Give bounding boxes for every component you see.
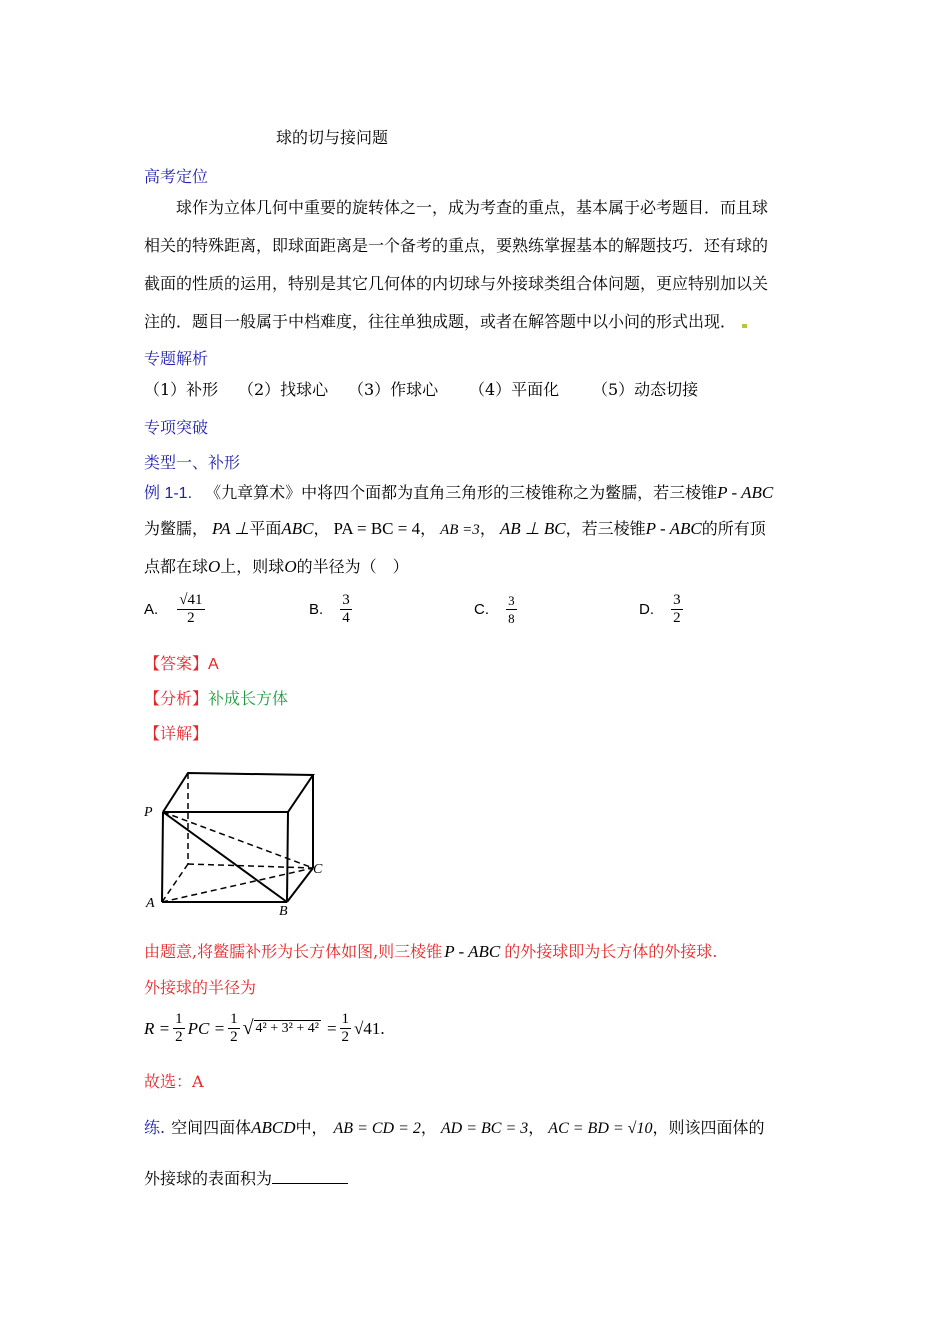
option-a-letter: A. [144,601,159,618]
practice-cond-3: AC = BD = √10 [548,1120,653,1137]
label-p: P [144,805,153,820]
intro-line-4-text: 注的．题目一般属于中档难度，往往单独成题，或者在解答题中以小问的形式出现． [144,312,737,331]
cuboid-solid-edges [162,773,313,902]
formula-half-3-den: 2 [341,1029,350,1045]
cuboid-figure [140,765,340,920]
small-mark-icon [742,324,747,328]
practice-sep-2: ， [528,1118,545,1137]
option-b-letter: B. [309,601,324,618]
example-text-2a: 为鳖臑， [144,519,209,538]
example-pabc: P - ABC [717,483,774,502]
example-o: O [208,557,221,576]
formula-half-2-num: 1 [230,1011,238,1027]
formula-pc-eq: PC = [187,1018,226,1038]
example-o-2: O [284,557,297,576]
option-c-num: 3 [508,593,515,608]
example-text-3b: 上，则球 [220,557,285,576]
example-abc: ABC [281,519,314,538]
practice-text-b: 中， [295,1118,328,1137]
practice-text-2: 外接球的表面积为 [144,1169,273,1188]
answer-blank[interactable] [272,1169,348,1184]
option-b-num: 3 [342,592,350,608]
method-1: （1）补形 [144,380,219,399]
practice-cond-1: AB = CD = 2 [333,1120,421,1137]
option-d-fraction [671,592,683,627]
practice-text-c: ，则该四面体的 [652,1118,765,1137]
example-ab3: AB =3 [440,522,480,538]
formula-half-2 [228,1011,240,1046]
example-text-3c: 的半径为（ ） [296,557,409,576]
detail-line [144,724,208,744]
solution-formula [144,1011,385,1046]
edge-front-right [287,812,288,902]
formula-half-3 [340,1011,352,1046]
page-title: 球的切与接问题 [276,128,389,147]
section-heading-breakthrough: 专项突破 [144,418,209,437]
cuboid-hidden-edges [162,773,313,902]
method-4: （4）平面化 [469,380,560,399]
example-text-2c: 的所有顶 [701,519,766,538]
method-3: （3）作球心 [348,380,439,399]
intro-line-4 [144,312,747,332]
option-d-den: 2 [673,610,681,626]
formula-half-3-num: 1 [341,1011,350,1027]
formula-half-2-den: 2 [230,1029,238,1045]
option-a-den: 2 [187,610,195,626]
example-plane: 平面 [249,519,282,538]
practice-cond-2: AD = BC = 3 [440,1120,529,1137]
example-pa-perp: PA ⊥ [212,519,250,538]
option-b [309,592,352,627]
formula-result: √41. [354,1018,385,1038]
practice-abcd: ABCD [251,1118,296,1137]
example-line-2: 为鳖臑， PA ⊥平面ABC， PA = BC = 4， AB =3， AB ⊥ BC，若三棱锥P - ABC的所有顶 [144,519,766,538]
answer-tag: 【答案】 [144,654,209,673]
solution-line-1 [144,942,717,962]
solution-pabc: P - ABC [444,942,501,961]
practice-line-2 [144,1169,348,1189]
option-d-letter: D. [639,601,654,618]
analysis-line [144,689,288,709]
option-d-num: 3 [673,592,681,608]
label-a: A [146,896,155,911]
section-heading-positioning: 高考定位 [144,167,209,186]
option-a [144,592,205,627]
practice-text-a: 空间四面体 [171,1118,252,1137]
label-b: B [279,904,288,919]
option-b-den: 4 [342,610,350,626]
edge-pa [162,812,163,902]
example-pa-bc: PA = BC = 4 [333,519,421,538]
intro-line-1: 球作为立体几何中重要的旋转体之一，成为考查的重点，基本属于必考题目．而且球 [176,198,769,217]
hidden-edge-back [188,864,313,868]
option-c-letter: C. [474,601,489,618]
example-text-2b: ，若三棱锥 [565,519,646,538]
intro-line-2: 相关的特殊距离，即球面距离是一个备考的重点，要熟练掌握基本的解题技巧．还有球的 [144,236,769,255]
option-d [639,592,683,627]
example-pabc-2: P - ABC [645,519,702,538]
practice-line-1 [144,1118,764,1139]
analysis-value: 补成长方体 [208,689,289,708]
example-label: 例 1-1. [144,485,193,502]
detail-tag: 【详解】 [144,724,209,743]
solution-text-1b: 的外接球即为长方体的外接球. [504,942,718,961]
method-2: （2）找球心 [238,380,329,399]
option-a-num: √41 [179,592,203,608]
method-5: （5）动态切接 [592,380,699,399]
example-text-3a: 点都在球 [144,557,209,576]
solution-choose: 故选：A [144,1072,204,1091]
answer-line [144,654,219,675]
label-c: C [313,862,323,877]
example-line-3 [144,557,409,577]
formula-half-1-num: 1 [175,1011,183,1027]
segment-pc [163,812,313,868]
example-text-1: 《九章算术》中将四个面都为直角三角形的三棱锥称之为鳖臑，若三棱锥 [205,483,718,502]
practice-sep-1: ， [420,1118,437,1137]
formula-r-eq: R = [144,1018,171,1038]
solution-text-1a: 由题意,将鳖臑补形为长方体如图,则三棱锥 [144,942,443,961]
option-a-fraction [177,592,204,627]
formula-half-1-den: 2 [175,1029,183,1045]
formula-half-1 [173,1011,185,1046]
practice-label: 练. [144,1118,166,1137]
option-c [474,592,517,627]
formula-eq: = [326,1018,337,1038]
analysis-tag: 【分析】 [144,689,209,708]
option-c-den: 8 [508,611,515,626]
answer-value: A [208,656,219,673]
formula-sqrt-sign: √ [242,1017,254,1039]
section-heading-analysis: 专题解析 [144,349,209,368]
cuboid-top-face [163,773,313,812]
example-ab-perp-bc: AB ⊥ BC [499,519,566,538]
option-c-fraction [506,592,517,627]
solution-line-2: 外接球的半径为 [144,978,257,997]
intro-line-3: 截面的性质的运用，特别是其它几何体的内切球与外接球类组合体问题，更应特别加以关 [144,274,769,293]
example-line-1 [144,483,773,504]
option-b-fraction [340,592,352,627]
formula-radicand: 4² + 3² + 4² [255,1021,319,1036]
section-heading-type1: 类型一、补形 [144,453,241,472]
